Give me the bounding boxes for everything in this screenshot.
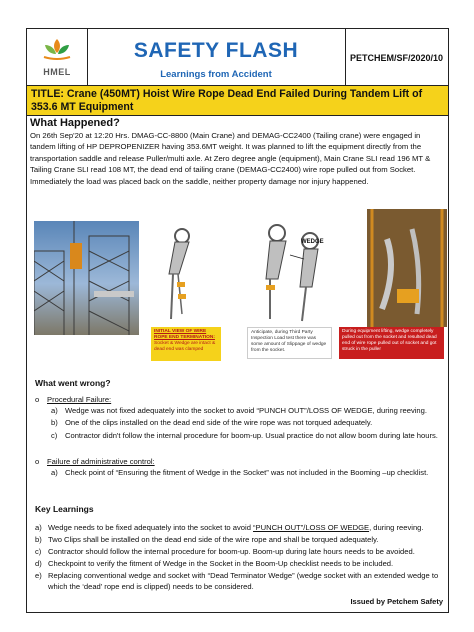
title-box	[87, 29, 346, 85]
list-marker: a)	[51, 468, 58, 477]
list-marker: c)	[35, 547, 42, 556]
logo-text: HMEL	[43, 67, 71, 77]
bullet-procedural: o	[35, 395, 40, 404]
incident-title: TITLE: Crane (450MT) Hoist Wire Rope Dead End Failed During Tandem Lift of 353.6 MT Equipment	[27, 86, 448, 116]
list-item: Wedge needs to be fixed adequately into the socket to avoid “PUNCH OUT”/LOSS OF WEDGE, during reeving.	[48, 523, 424, 532]
list-item: Check point of “Ensuring the fitment of Wedge in the Socket” was not included in the Booming –up checklist.	[65, 468, 429, 477]
list-marker: e)	[35, 571, 42, 580]
crane-structure-graphic	[34, 221, 139, 335]
list-marker: a)	[35, 523, 42, 532]
list-item: Checkpoint to verify the fitment of Wedge in the Socket in the Boom-Up checklist needs to be included.	[48, 559, 394, 568]
what-happened-heading: What Happened?	[30, 117, 120, 129]
socket-diagram-initial	[147, 224, 202, 324]
header	[27, 29, 448, 86]
bullet-admin: o	[35, 457, 40, 466]
list-marker: b)	[35, 535, 42, 544]
list-item: One of the clips installed on the dead end side of the wire rope was not torqued adequately.	[65, 418, 373, 427]
wedge-label: WEDGE	[301, 239, 324, 245]
procedural-failure-heading: Procedural Failure:	[47, 395, 112, 404]
pulled-out-rope-photo	[367, 209, 447, 327]
what-happened-text: On 26th Sep'20 at 12:20 Hrs. DMAG-CC-8800 (Main Crane) and DEMAG-CC2400 (Tailing crane) were engaged in tandem lifting of HP DEPROPENIZER having 353.6MT weight. It was planned to lift the equipment directly from the transportation saddle and release Puller/multi axle. At Zero degree angle (equipment), Main Crane SLI read 196 MT & Tailing Crane SLI read 108 MT, the dead end of tailing crane (DEMAG-CC2400) wire rope pulled out from Socket. Immediately the load was placed back on the saddle, neither property damage nor injury happened.	[30, 131, 431, 186]
safety-flash-page	[26, 28, 449, 613]
list-item: Contractor should follow the internal procedure for boom-up. Boom-up during late hours needs to be avoided.	[48, 547, 415, 556]
socket-diagram-slippage	[252, 219, 332, 324]
list-item: Contractor didn't follow the internal procedure for boom-up. Usual practice do not allow boom during late hours.	[65, 431, 438, 440]
crane-photo	[34, 221, 139, 335]
list-item: Wedge was not fixed adequately into the socket to avoid “PUNCH OUT”/LOSS OF WEDGE, during reeving.	[65, 406, 427, 415]
code-box	[345, 29, 448, 85]
list-item: Two Clips shall be installed on the dead end side of the wire rope and shall be torqued adequately.	[48, 535, 379, 544]
wire-rope-socket-icon	[147, 224, 202, 324]
what-went-wrong-heading: What went wrong?	[35, 378, 111, 388]
logo	[27, 29, 88, 85]
admin-failure-heading: Failure of administrative control:	[47, 457, 155, 466]
key-learnings-heading: Key Learnings	[35, 504, 94, 514]
caption-slippage: Anticipate, during Third Party Inspection Load test there was some amount of Slippage of wedge from the socket.	[247, 327, 332, 359]
list-item: Replacing conventional wedge and socket with “Dead Terminator Wedge” (wedge socket with an extended wedge to which the ‘dead’ rope end is clipped) needs to be considered.	[48, 571, 439, 591]
list-marker: c)	[51, 431, 58, 440]
safety-flash-subtitle: Learnings from Accident	[160, 69, 272, 80]
issued-by: Issued by Petchem Safety	[350, 597, 443, 606]
document-code: PETCHEM/SF/2020/10	[349, 53, 444, 63]
hmel-logo-icon	[39, 35, 75, 67]
wedge-slippage-icon	[252, 219, 332, 324]
list-marker: d)	[35, 559, 42, 568]
caption-initial-view: INITIAL VIEW OF WIRE ROPE END TERMINATION: Socket & Wedge are intact & dead end was clamped	[151, 327, 221, 361]
safety-flash-title: SAFETY FLASH	[133, 39, 299, 62]
caption-pulled-out: During equipment lifting, wedge completely pulled out from the socket and resulted dead end of wire rope pulled out of socket and got struck in the puller	[339, 327, 444, 359]
rope-pulled-out-graphic	[367, 209, 447, 327]
list-marker: a)	[51, 406, 58, 415]
list-marker: b)	[51, 418, 58, 427]
